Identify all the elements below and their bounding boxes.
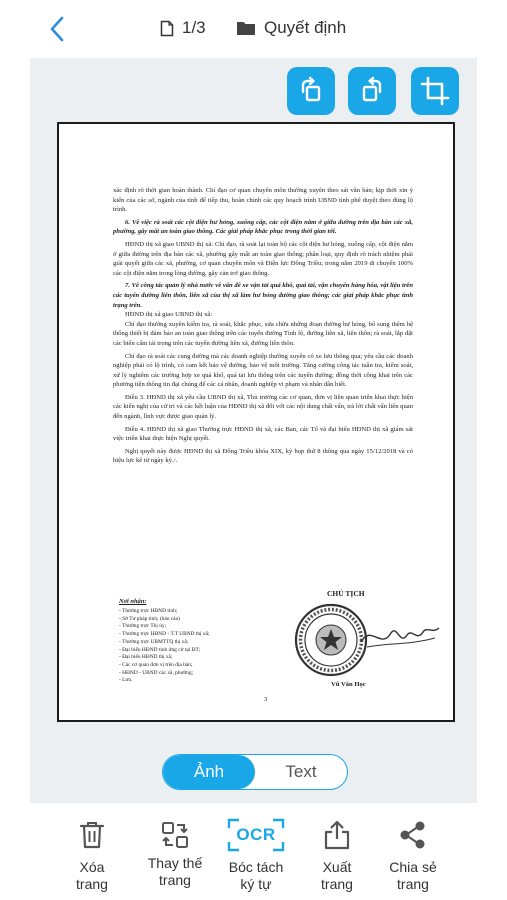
- replace-page-label: Thay thế trang: [147, 855, 203, 888]
- recipient-item: - Đại biểu HĐND tỉnh ứng cử tại ĐT;: [119, 646, 200, 653]
- doc-section-title: 6. Về việc rà soát các cột điện hư hỏng, xuống cấp, các cột điện nằm ở giữa đường trên địa bàn các xã, phường, gây mất an toàn giao thông. Các giải pháp khắc phục trong thời gian tới.: [113, 218, 413, 236]
- back-arrow-icon: [49, 16, 65, 42]
- ocr-label: Bóc tách ký tự: [228, 859, 284, 892]
- toggle-image-option[interactable]: Ảnh: [163, 755, 255, 789]
- ocr-badge: OCR: [236, 825, 276, 844]
- sign-title: CHỦ TỊCH: [327, 589, 365, 598]
- document-icon: [160, 20, 174, 37]
- rotate-right-button[interactable]: [348, 67, 396, 115]
- top-bar: [0, 0, 507, 58]
- recipient-item: - Sở Tư pháp tỉnh; (báo cáo): [119, 615, 181, 622]
- doc-section-title: 7. Về công tác quản lý nhà nước về vấn đề xe vận tải quá khổ, quá tải, vận chuyển hàng hóa, vật liệu trên các tuyến đường liên thôn, liên xã của thị xã làm hư hỏng đường giao thông; các giải pháp khắc phục tình trạng trên.: [113, 282, 413, 309]
- recipient-item: - Thường trực HĐND - T.T UBND thị xã;: [119, 631, 210, 638]
- doc-paragraph: xác định rõ thời gian hoàn thành. Chỉ đạo cơ quan chuyên môn thường xuyên theo sát văn bản; kịp thời xin ý kiến của các sở, ngành của tỉnh để tiếp thu, hoàn chỉnh các quy hoạch trình UBND tỉnh phê duyệt theo đúng lộ trình.: [113, 187, 413, 214]
- rotate-right-icon: [357, 76, 387, 106]
- recipient-item: - Thường trực Thị ủy;: [119, 623, 167, 630]
- recipient-item: - Đại biểu HĐND thị xã;: [119, 654, 173, 661]
- recipient-item: - Thường trực UBMTTQ thị xã;: [119, 638, 189, 645]
- delete-page-button[interactable]: [47, 817, 137, 893]
- page-number: 3: [264, 696, 268, 703]
- folder-label[interactable]: [236, 18, 346, 38]
- document-page: [57, 122, 455, 722]
- trash-icon: [79, 820, 105, 850]
- recipient-item: - HĐND - UBND các xã, phường;: [119, 669, 194, 676]
- crop-button[interactable]: [411, 67, 459, 115]
- bottom-action-bar: [0, 803, 507, 900]
- doc-paragraph: Nghị quyết này được HĐND thị xã Đông Triều khóa XIX, kỳ họp thứ 8 thông qua ngày 15/12/2018 và có hiệu lực kể từ ngày ký./.: [113, 447, 413, 465]
- doc-paragraph: Chỉ đạo thường xuyên kiểm tra, rà soát, khắc phục, sửa chữa những đoạn đường hư hỏng, bổ sung thêm hệ thống thiết bị đảm bảo an toàn giao thông trên các tuyến đường Tỉnh lộ, đường liên xã, liên thôn; rà soát, lắp đặt các biển cấm tải trọng trên các tuyến đường liên xã, đường liên thôn.: [113, 320, 413, 347]
- folder-name: Quyết định: [264, 18, 347, 37]
- crop-icon: [420, 76, 450, 106]
- official-seal-icon: [293, 602, 369, 678]
- share-page-button[interactable]: [368, 817, 458, 893]
- ocr-button[interactable]: [211, 817, 301, 893]
- share-page-label: Chia sẻ trang: [389, 859, 437, 892]
- signature-icon: [359, 616, 441, 654]
- rotate-left-button[interactable]: [287, 67, 335, 115]
- doc-article-3: Điều 3. HĐND thị xã yêu cầu UBND thị xã, Thủ trưởng các cơ quan, đơn vị liên quan triển khai thực hiện các kiến nghị của cử tri và các kết luận của HĐND thị xã đối với các nội dung chất vấn, trả lời chất vấn liên quan đến ngành, lĩnh vực được giao quản lý.: [113, 393, 413, 421]
- page-indicator-text: 1/3: [182, 18, 206, 37]
- recipient-item: - Thường trực HĐND tỉnh;: [119, 608, 178, 614]
- share-icon: [399, 820, 427, 850]
- delete-page-label: Xóa trang: [76, 859, 108, 892]
- replace-page-button[interactable]: [130, 817, 220, 889]
- toggle-text-option[interactable]: Text: [285, 762, 317, 781]
- page-indicator: [160, 18, 206, 38]
- replace-icon: [160, 820, 190, 850]
- rotate-left-icon: [296, 76, 326, 106]
- doc-paragraph: HĐND thị xã giao UBND thị xã:: [125, 311, 213, 319]
- recipients-title: Nơi nhận:: [119, 598, 147, 605]
- recipient-item: - Lưu.: [119, 677, 133, 684]
- doc-article-4: Điều 4. HĐND thị xã giao Thường trực HĐND thị xã, các Ban, các Tổ và đại biểu HĐND thị xã giám sát việc triển khai thực hiện Nghị quyết.: [113, 425, 413, 443]
- doc-paragraph: Chỉ đạo rà soát các cung đường mà các doanh nghiệp thường xuyên có xe lưu thông qua; yêu cầu các doanh nghiệp phải có lộ trình, có cam kết bảo vệ đường, bảo vệ môi trường. Tăng cường công tác tuần tra, kiểm soát, xử lý nghiêm các trường hợp xe quá khổ, quá tải lưu thông trên các tuyến đường; đồng thời công khai trên các phương tiện thông tin đại chúng để các cá nhân, doanh nghiệp vi phạm và nhân dân biết.: [113, 352, 413, 389]
- recipient-item: - Các cơ quan đơn vị trên địa bàn;: [119, 661, 193, 668]
- back-button[interactable]: [40, 12, 74, 46]
- folder-icon: [236, 20, 256, 36]
- recipients-list: [119, 608, 279, 685]
- view-toggle: [162, 754, 348, 790]
- export-page-label: Xuất trang: [321, 859, 353, 892]
- signer-name: Vũ Văn Học: [331, 681, 366, 688]
- document-body: [113, 186, 413, 466]
- export-icon: [323, 820, 351, 850]
- doc-paragraph: HĐND thị xã giao UBND thị xã: Chỉ đạo, rà soát lại toàn bộ các cột điện hư hỏng, xuống cấp, cột điện nằm ở giữa đường trên địa bàn các xã, phường gây mất an toàn giao thông; phân loại, quy định rõ trách nhiệm phải giải quyết giữa các xã, phường, cơ quan chuyên môn và Điện lực Đông Triều; trong năm 2019 di chuyển 100% các cột điện nằm trong lòng đường, gây cản trở giao thông.: [113, 240, 413, 277]
